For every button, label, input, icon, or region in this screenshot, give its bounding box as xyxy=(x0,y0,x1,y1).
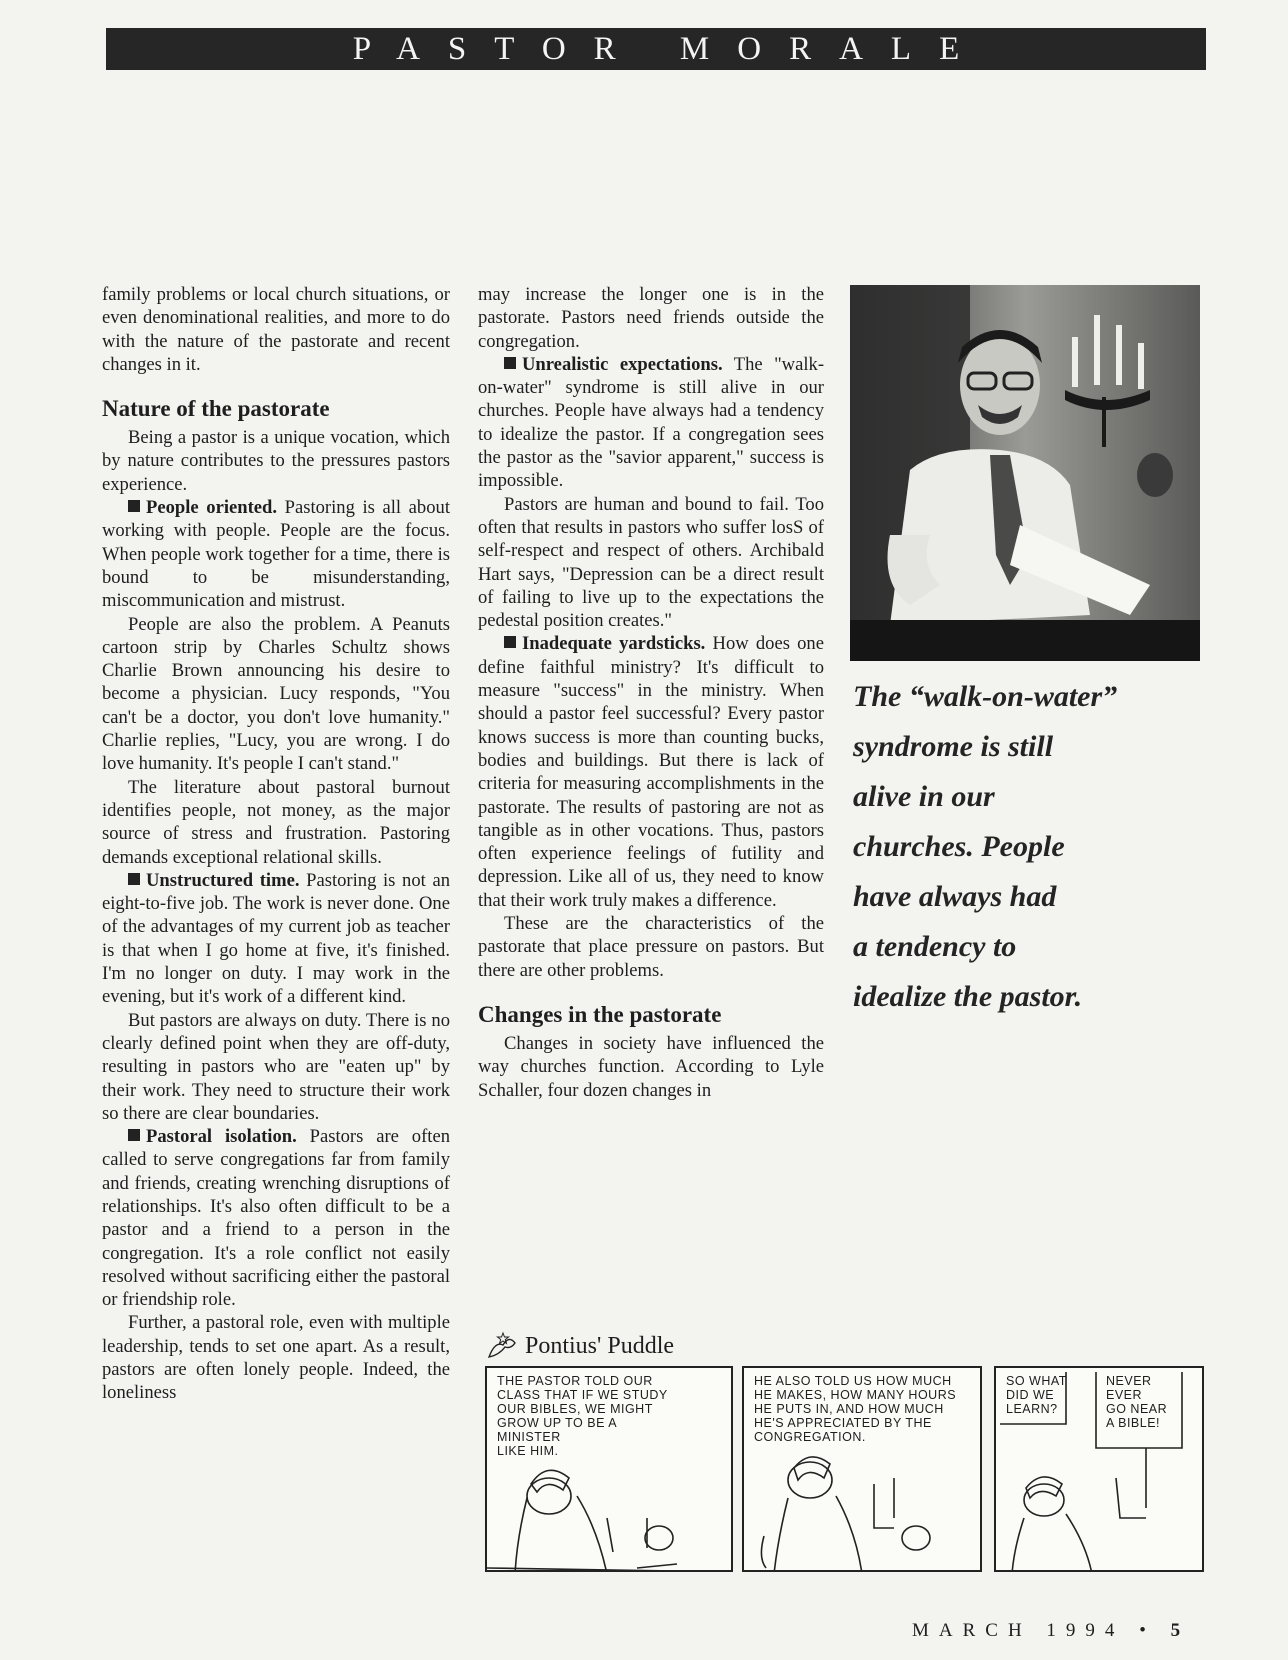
paragraph-text: Pastoring is all about working with people. People are the focus. When people work together for a time, there is bound to be misunderstanding, miscommunication and mistrust. xyxy=(102,497,450,612)
run-in-heading: People oriented. xyxy=(146,497,278,519)
comic-panel-1 xyxy=(485,1366,733,1572)
issue-date: MARCH 1994 xyxy=(912,1620,1125,1641)
pull-quote xyxy=(853,672,1203,1022)
comic-drawing xyxy=(744,1368,982,1572)
paragraph: family problems or local church situations, or even denominational realities, and more to do with the nature of the pastorate and recent changes in it. xyxy=(102,284,450,375)
run-in-heading: Unrealistic expectations. xyxy=(522,353,723,375)
comic-caption: HE ALSO TOLD US HOW MUCH HE MAKES, HOW MANY HOURS HE PUTS IN, AND HOW MUCH HE'S APPRECIATED BY THE CONGREGATION. xyxy=(754,1374,957,1444)
comic-title xyxy=(485,1326,674,1366)
bullet-square-icon xyxy=(128,500,140,512)
paragraph-text: The "walk-on-water" syndrome is still alive in our churches. People have always had a tendency to idealize the pastor. If a congregation sees the pastor as the "savior apparent," success is impossible. xyxy=(478,353,825,492)
pull-quote-line: alive in our xyxy=(853,780,995,813)
page-footer xyxy=(912,1620,1180,1642)
paragraph: The literature about pastoral burnout identifies people, not money, as the major source of stress and frustration. Pastoring demands exceptional relational skills. xyxy=(102,776,450,868)
paragraph: Further, a pastoral role, even with multiple leadership, tends to set one apart. As a result, pastors are often lonely people. Indeed, the loneliness xyxy=(102,1312,450,1404)
pull-quote-line: The “walk-on-water” xyxy=(853,680,1118,713)
paragraph: may increase the longer one is in the pastorate. Pastors need friends outside the congregation. xyxy=(478,284,824,352)
bullet-square-icon xyxy=(128,1129,140,1141)
run-in-heading: Inadequate yardsticks. xyxy=(522,633,706,655)
comic-panel-2 xyxy=(742,1366,982,1572)
pull-quote-line: syndrome is still xyxy=(853,730,1054,763)
pull-quote-line: churches. People xyxy=(853,830,1065,863)
paragraph: Pastors are human and bound to fail. Too often that results in pastors who suffer losS of self-respect and respect of others. Archibald Hart says, "Depression can be a direct result of failing to live up to the expectations the pedestal position creates." xyxy=(478,493,824,632)
paragraph: Being a pastor is a unique vocation, which by nature contributes to the pressures pastors experience. xyxy=(102,427,450,495)
footer-bullet: • xyxy=(1139,1620,1156,1641)
comic-speech-answer: NEVER EVER GO NEAR A BIBLE! xyxy=(1106,1374,1168,1430)
paragraph-text: How does one define faithful ministry? It's difficult to measure "success" in the ministry. When should a pastor feel successful? Every pastor knows success is more than counting bucks, bodies and buildings. But there is lack of criteria for measuring accomplishments in the pastorate. The results of pastoring are not as tangible as in other vocations. Thus, pastors often experience feelings of futility and depression. Like all of us, they need to know that their work truly makes a difference. xyxy=(478,633,824,911)
run-in-heading: Unstructured time. xyxy=(146,869,300,891)
section-heading-nature: Nature of the pastorate xyxy=(102,396,330,422)
page-number: 5 xyxy=(1170,1620,1181,1641)
comic-panel-3 xyxy=(994,1366,1204,1572)
paragraph-text: Pastoring is not an eight-to-five job. The work is never done. One of the advantages of my current job as teacher is that when I go home at five, it's finished. I'm no longer on duty. I may work in the evening, but it's work of a different kind. xyxy=(102,869,450,1008)
comic-title-text: Pontius' Puddle xyxy=(525,1332,675,1359)
comic-drawing xyxy=(487,1368,733,1572)
run-in-heading: Pastoral isolation. xyxy=(146,1126,297,1148)
paragraph-text: Pastors are often called to serve congregations far from family and friends, creating wrenching disruptions of relationships. It's also often difficult to be a pastor and a friend to a person in the congregation. It's a role conflict not easily resolved without sacrificing either the pastoral or friendship role. xyxy=(102,1126,450,1311)
bullet-square-icon xyxy=(504,636,516,648)
section-banner: PASTOR MORALE xyxy=(106,28,1206,70)
paragraph: Changes in society have influenced the way churches function. According to Lyle Schaller, four dozen changes in xyxy=(478,1032,824,1101)
article-column-1 xyxy=(102,283,450,1405)
pastor-photo-illustration xyxy=(850,285,1200,661)
bullet-square-icon xyxy=(504,357,516,369)
pastor-photo xyxy=(850,285,1200,661)
comic-caption: THE PASTOR TOLD OUR CLASS THAT IF WE STUDY OUR BIBLES, WE MIGHT GROW UP TO BE A MINISTER LIKE HIM. xyxy=(497,1374,668,1458)
section-heading-changes: Changes in the pastorate xyxy=(478,1001,722,1027)
pull-quote-line: idealize the pastor. xyxy=(853,980,1083,1013)
paragraph: But pastors are always on duty. There is no clearly defined point when they are off-duty, resulting in pastors who are "eaten up" by their work. They need to structure their work so there are clear boundaries. xyxy=(102,1009,450,1124)
comic-speech-question: SO WHAT DID WE LEARN? xyxy=(1006,1374,1067,1416)
pull-quote-line: have always had xyxy=(853,880,1057,913)
pull-quote-line: a tendency to xyxy=(853,930,1017,963)
paragraph: People are also the problem. A Peanuts cartoon strip by Charles Schultz shows Charlie Brown announcing his desire to become a physician. Lucy responds, "You can't be a doctor, you don't love humanity." Charlie replies, "Lucy, you are wrong. I do love humanity. It's people I can't stand." xyxy=(102,613,450,775)
paragraph: These are the characteristics of the pastorate that place pressure on pastors. But there are other problems. xyxy=(478,913,824,981)
article-column-2 xyxy=(478,283,824,1102)
puddle-logo-icon xyxy=(485,1331,519,1361)
bullet-square-icon xyxy=(128,873,140,885)
comic-drawing xyxy=(996,1368,1204,1572)
